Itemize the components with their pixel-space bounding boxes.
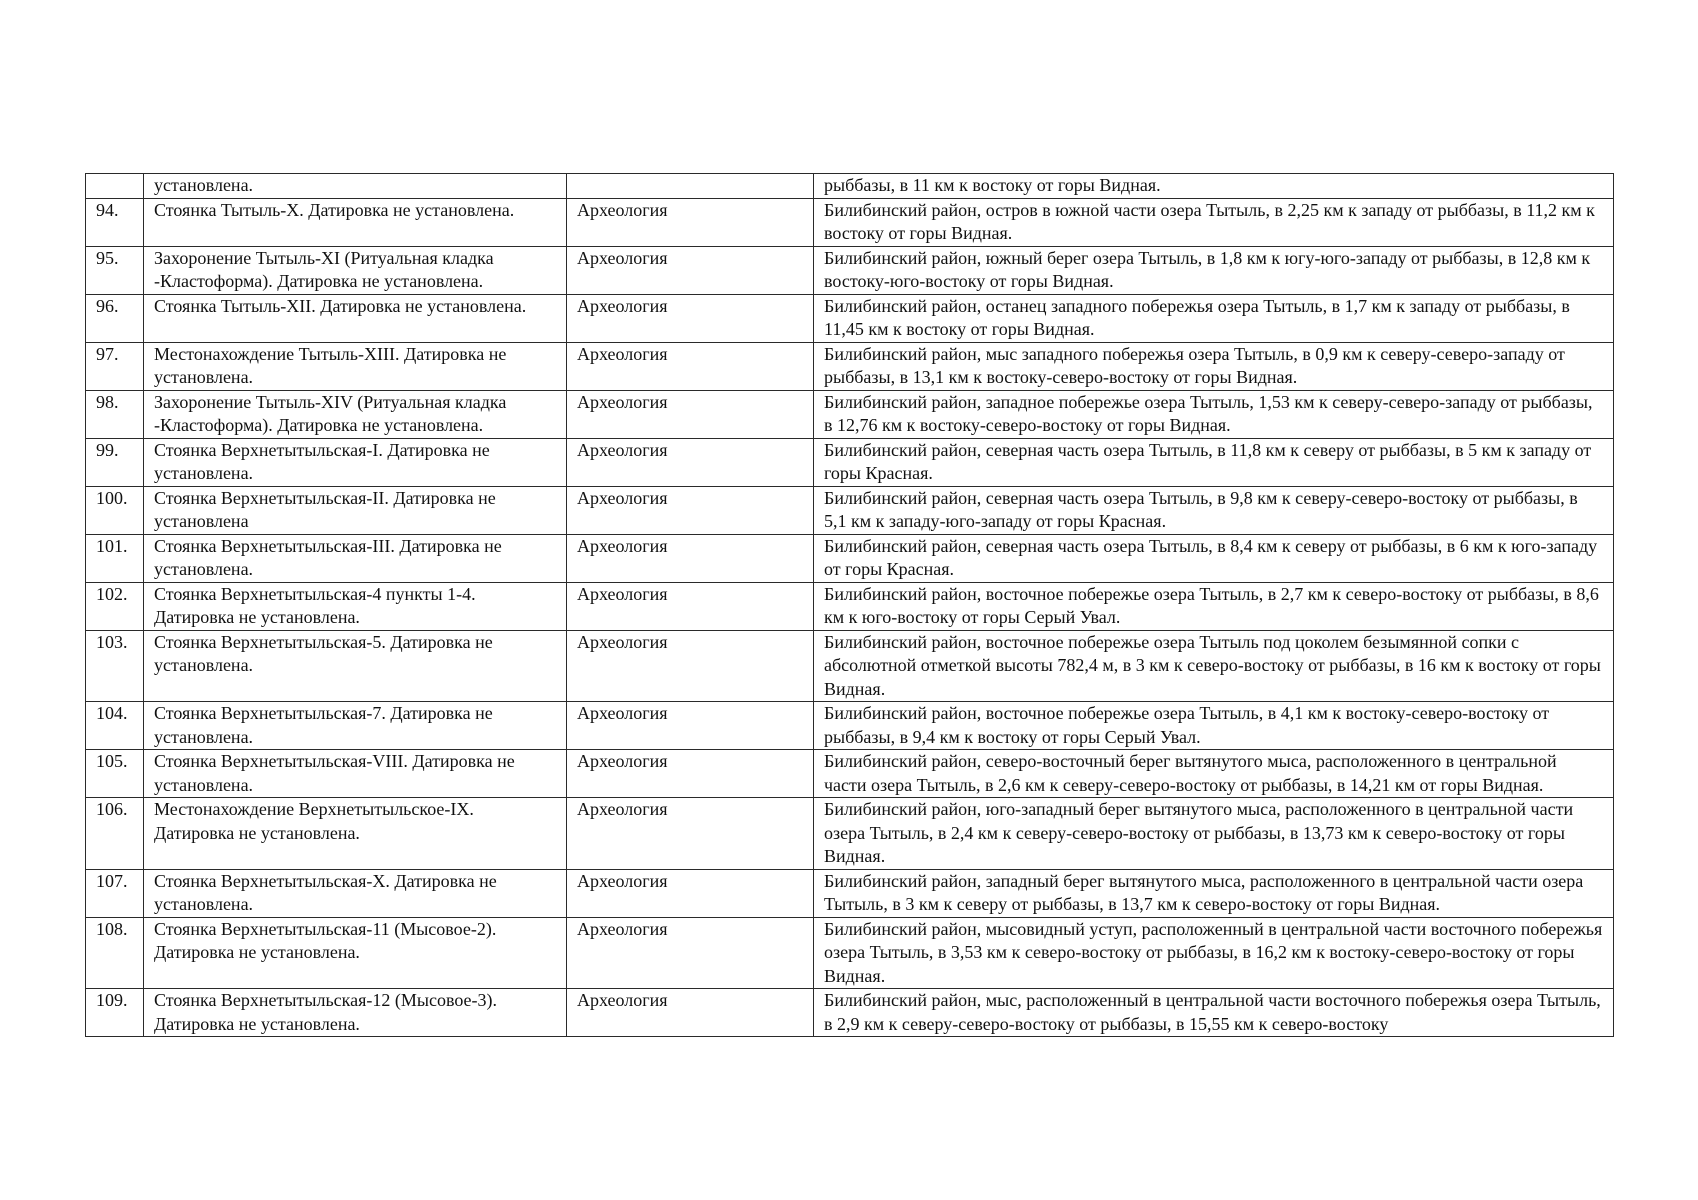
site-location: Билибинский район, восточное побережье озера Тытыль, в 4,1 км к востоку-северо-востоку от рыббазы, в 9,4 км к востоку от горы Серый Увал. — [814, 702, 1614, 750]
row-number: 97. — [86, 342, 144, 390]
site-location: Билибинский район, мыс, расположенный в центральной части восточного побережья озера Тытыль, в 2,9 км к северу-северо-востоку от рыббазы, в 15,55 км к северо-востоку — [814, 989, 1614, 1037]
row-number: 106. — [86, 798, 144, 870]
table-row — [86, 246, 1614, 294]
site-category: Археология — [567, 342, 814, 390]
site-name: Стоянка Верхнетытыльская-11 (Мысовое-2). Датировка не установлена. — [144, 917, 567, 989]
site-name: Стоянка Тытыль-XII. Датировка не установлена. — [144, 294, 567, 342]
table-row — [86, 869, 1614, 917]
site-category: Археология — [567, 869, 814, 917]
row-number: 108. — [86, 917, 144, 989]
site-location: Билибинский район, юго-западный берег вытянутого мыса, расположенного в центральной части озера Тытыль, в 2,4 км к северу-северо-востоку от рыббазы, в 13,73 км к северо-востоку от горы Видная. — [814, 798, 1614, 870]
row-number — [86, 174, 144, 199]
row-number: 109. — [86, 989, 144, 1037]
row-number: 105. — [86, 750, 144, 798]
table-row — [86, 438, 1614, 486]
site-location: Билибинский район, северная часть озера Тытыль, в 8,4 км к северу от рыббазы, в 6 км к юго-западу от горы Красная. — [814, 534, 1614, 582]
table-row — [86, 989, 1614, 1037]
site-name: Стоянка Верхнетытыльская-II. Датировка не установлена — [144, 486, 567, 534]
heritage-sites-table — [85, 173, 1614, 1037]
site-name: Стоянка Верхнетытыльская-III. Датировка не установлена. — [144, 534, 567, 582]
site-location: Билибинский район, северная часть озера Тытыль, в 9,8 км к северу-северо-востоку от рыббазы, в 5,1 км к западу-юго-западу от горы Красная. — [814, 486, 1614, 534]
table-row — [86, 198, 1614, 246]
row-number: 104. — [86, 702, 144, 750]
table-row — [86, 342, 1614, 390]
site-location: Билибинский район, северная часть озера Тытыль, в 11,8 км к северу от рыббазы, в 5 км к западу от горы Красная. — [814, 438, 1614, 486]
table-row — [86, 702, 1614, 750]
site-name: Стоянка Верхнетытыльская-12 (Мысовое-3). Датировка не установлена. — [144, 989, 567, 1037]
site-location: Билибинский район, останец западного побережья озера Тытыль, в 1,7 км к западу от рыббазы, в 11,45 км к востоку от горы Видная. — [814, 294, 1614, 342]
site-category: Археология — [567, 798, 814, 870]
table-row — [86, 750, 1614, 798]
site-category: Археология — [567, 534, 814, 582]
table-row — [86, 630, 1614, 702]
row-number: 102. — [86, 582, 144, 630]
site-category: Археология — [567, 198, 814, 246]
site-category: Археология — [567, 630, 814, 702]
site-category: Археология — [567, 294, 814, 342]
site-name: Местонахождение Тытыль-XIII. Датировка не установлена. — [144, 342, 567, 390]
site-name: Местонахождение Верхнетытыльское-IX. Датировка не установлена. — [144, 798, 567, 870]
table-row — [86, 534, 1614, 582]
site-location: Билибинский район, восточное побережье озера Тытыль под цоколем безымянной сопки с абсолютной отметкой высоты 782,4 м, в 3 км к северо-востоку от рыббазы, в 16 км к востоку от горы Видная. — [814, 630, 1614, 702]
site-category: Археология — [567, 390, 814, 438]
site-location: Билибинский район, мыс западного побережья озера Тытыль, в 0,9 км к северу-северо-западу от рыббазы, в 13,1 км к востоку-северо-востоку от горы Видная. — [814, 342, 1614, 390]
site-name: Стоянка Верхнетытыльская-5. Датировка не установлена. — [144, 630, 567, 702]
table-row — [86, 917, 1614, 989]
site-category — [567, 174, 814, 199]
site-name: Стоянка Верхнетытыльская-I. Датировка не установлена. — [144, 438, 567, 486]
site-location: Билибинский район, западное побережье озера Тытыль, 1,53 км к северу-северо-западу от рыббазы, в 12,76 км к востоку-северо-востоку от горы Видная. — [814, 390, 1614, 438]
site-location: Билибинский район, южный берег озера Тытыль, в 1,8 км к югу-юго-западу от рыббазы, в 12,8 км к востоку-юго-востоку от горы Видная. — [814, 246, 1614, 294]
row-number: 103. — [86, 630, 144, 702]
table-row — [86, 798, 1614, 870]
row-number: 98. — [86, 390, 144, 438]
site-location: Билибинский район, восточное побережье озера Тытыль, в 2,7 км к северо-востоку от рыббазы, в 8,6 км к юго-востоку от горы Серый Увал. — [814, 582, 1614, 630]
row-number: 107. — [86, 869, 144, 917]
site-category: Археология — [567, 989, 814, 1037]
table-row — [86, 390, 1614, 438]
site-name: Захоронение Тытыль-XI (Ритуальная кладка -Кластоформа). Датировка не установлена. — [144, 246, 567, 294]
site-location: Билибинский район, северо-восточный берег вытянутого мыса, расположенного в центральной части озера Тытыль, в 2,6 км к северу-северо-востоку от рыббазы, в 14,21 км от горы Видная. — [814, 750, 1614, 798]
site-category: Археология — [567, 917, 814, 989]
table-row — [86, 582, 1614, 630]
row-number: 94. — [86, 198, 144, 246]
site-location: Билибинский район, остров в южной части озера Тытыль, в 2,25 км к западу от рыббазы, в 11,2 км к востоку от горы Видная. — [814, 198, 1614, 246]
row-number: 95. — [86, 246, 144, 294]
site-location: Билибинский район, западный берег вытянутого мыса, расположенного в центральной части озера Тытыль, в 3 км к северу от рыббазы, в 13,7 км к северо-востоку от горы Видная. — [814, 869, 1614, 917]
site-category: Археология — [567, 486, 814, 534]
table-row — [86, 174, 1614, 199]
site-category: Археология — [567, 246, 814, 294]
site-category: Археология — [567, 702, 814, 750]
site-category: Археология — [567, 438, 814, 486]
site-name: установлена. — [144, 174, 567, 199]
row-number: 100. — [86, 486, 144, 534]
site-name: Стоянка Верхнетытыльская-4 пункты 1-4. Датировка не установлена. — [144, 582, 567, 630]
site-location: рыббазы, в 11 км к востоку от горы Видная. — [814, 174, 1614, 199]
site-name: Захоронение Тытыль-XIV (Ритуальная кладка -Кластоформа). Датировка не установлена. — [144, 390, 567, 438]
site-category: Археология — [567, 582, 814, 630]
row-number: 99. — [86, 438, 144, 486]
table-row — [86, 294, 1614, 342]
site-name: Стоянка Тытыль-X. Датировка не установлена. — [144, 198, 567, 246]
site-name: Стоянка Верхнетытыльская-VIII. Датировка не установлена. — [144, 750, 567, 798]
site-location: Билибинский район, мысовидный уступ, расположенный в центральной части восточного побережья озера Тытыль, в 3,53 км к северо-востоку от рыббазы, в 16,2 км к востоку-северо-востоку от горы Видная. — [814, 917, 1614, 989]
site-name: Стоянка Верхнетытыльская-X. Датировка не установлена. — [144, 869, 567, 917]
site-category: Археология — [567, 750, 814, 798]
row-number: 96. — [86, 294, 144, 342]
row-number: 101. — [86, 534, 144, 582]
site-name: Стоянка Верхнетытыльская-7. Датировка не установлена. — [144, 702, 567, 750]
table-row — [86, 486, 1614, 534]
